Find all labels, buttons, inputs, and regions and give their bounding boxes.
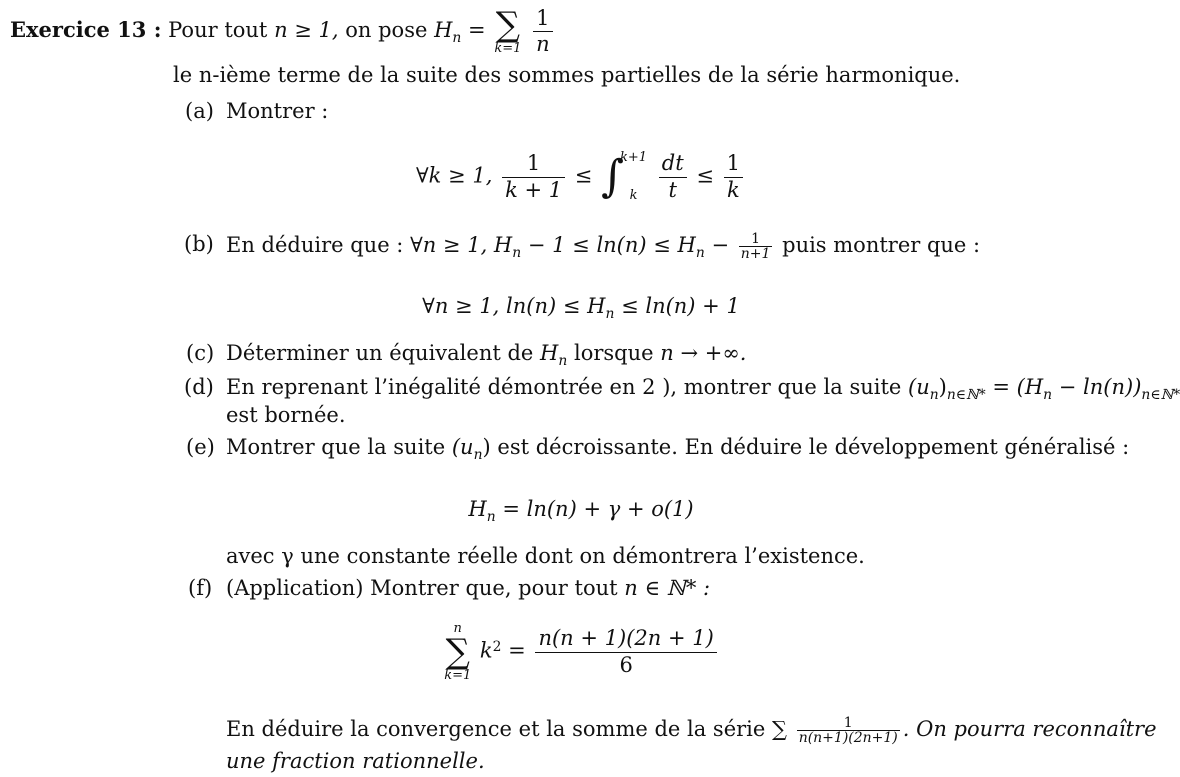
b-ineq-rest: − 1 ≤ ln(n) ≤ H [527, 233, 696, 257]
b-text-after: puis montrer que : [782, 233, 981, 257]
f-text: (Application) Montrer que, pour tout [226, 576, 618, 600]
d-H-sub: n [1043, 386, 1053, 403]
c-limit: n → +∞. [660, 341, 747, 365]
d-u-sub: n [929, 386, 939, 403]
f-series-num: 1 [797, 716, 900, 731]
H-symbol: H [434, 18, 453, 43]
exercise-title: Exercice 13 : [10, 17, 162, 43]
f-sum-term: k [479, 638, 493, 663]
f-series-den: n(n+1)(2n+1) [798, 730, 898, 746]
f-sum-lower: k=1 [444, 668, 472, 683]
intro-condition: n ≥ 1, [274, 18, 339, 43]
H-subscript: n [452, 29, 462, 46]
harmonic-fraction [533, 6, 553, 57]
f-rhs-den: 6 [619, 652, 633, 677]
a-f2-den: t [668, 177, 677, 202]
b-small-fraction [739, 232, 773, 261]
part-e-equation [0, 497, 1162, 525]
integral-upper: k+1 [620, 150, 648, 165]
integral-lower: k [629, 188, 638, 204]
a-fraction-1 [502, 151, 565, 202]
f-eq: = [508, 638, 526, 663]
part-c-line [226, 341, 747, 369]
e-eq-sub: n [486, 508, 496, 525]
part-b-label: (b) [184, 232, 214, 256]
d-u: (u [908, 375, 930, 399]
f-final-line [226, 716, 1157, 745]
part-b-line [226, 232, 980, 261]
fraction-denominator: n [536, 32, 550, 57]
f-sum-upper: n [453, 621, 462, 636]
part-c-label: (c) [186, 341, 215, 365]
d-u-close: ) [938, 375, 947, 399]
a-le-2: ≤ [696, 163, 714, 188]
a-le-1: ≤ [574, 163, 593, 188]
e-u-close: ) [482, 435, 491, 459]
part-a-text: Montrer : [226, 99, 329, 123]
intro-line-2: le n-ième terme de la suite des sommes partielles de la série harmonique. [173, 63, 961, 87]
a-integral [601, 150, 647, 204]
fraction-numerator: 1 [533, 6, 553, 32]
f-final-italic: . On pourra reconnaître [902, 717, 1157, 741]
d-text: En reprenant l’inégalité démontrée en 2 ), montrer que la suite [226, 375, 902, 399]
f-rhs-num: n(n + 1)(2n + 1) [535, 626, 716, 652]
intro-text: Pour tout [168, 18, 268, 43]
f-sum-exp: 2 [492, 639, 502, 656]
part-f-equation [0, 622, 1162, 682]
b-ineq-sub: n [512, 244, 522, 261]
e-u-sub: n [473, 446, 483, 463]
b-small-num: 1 [739, 232, 773, 247]
d-rest: − ln(n)) [1058, 375, 1142, 399]
b-ineq-main: ∀n ≥ 1, H [410, 233, 513, 257]
e-eq-rest: = ln(n) + γ + o(1) [502, 497, 694, 521]
part-e-line [226, 435, 1130, 463]
part-d-label: (d) [184, 375, 214, 399]
f-rhs-fraction [535, 626, 716, 677]
b-small-den: n+1 [740, 246, 771, 262]
sum-symbol: ∑ [495, 5, 520, 46]
b-eq-rest: ≤ ln(n) + 1 [621, 294, 740, 318]
part-d-line [226, 375, 1180, 403]
integral-limits [620, 150, 647, 204]
a-forall: ∀k ≥ 1, [415, 163, 493, 188]
b-eq-sub: n [605, 305, 615, 322]
exercise-header [10, 6, 556, 57]
f-final-italic-2: une fraction rationnelle. [226, 749, 485, 773]
a-fraction-3 [724, 151, 743, 202]
integral-symbol: ∫ [601, 151, 625, 202]
c-H: H [540, 341, 559, 365]
f-series-fraction [797, 716, 900, 745]
part-a-label: (a) [185, 99, 214, 123]
part-a-equation [0, 150, 1162, 204]
f-final-text: En déduire la convergence et la somme de la série [226, 717, 766, 741]
a-f1-den: k + 1 [505, 177, 563, 202]
a-f2-num: dt [659, 151, 687, 177]
b-ineq-minus: − [711, 233, 730, 257]
c-text-2: lorsque [573, 341, 654, 365]
a-f3-den: k [726, 177, 740, 202]
d-idx-2: n∈ℕ* [1141, 386, 1180, 403]
sum-lower-limit: k=1 [494, 41, 522, 57]
d-eq: = (H [992, 375, 1044, 399]
e-text: Montrer que la suite [226, 435, 446, 459]
f-sum [444, 622, 471, 682]
d-idx: n∈ℕ* [946, 386, 986, 403]
a-f1-num: 1 [502, 151, 565, 177]
a-f3-num: 1 [724, 151, 743, 177]
intro-text-2: on pose [345, 18, 428, 43]
d-line-2: est bornée. [226, 403, 346, 427]
f-sum-symbol: ∑ [445, 632, 470, 672]
b-text-before: En déduire que : [226, 233, 404, 257]
b-ineq-sub2: n [695, 244, 705, 261]
e-eq-H: H [468, 497, 487, 521]
part-e-label: (e) [186, 435, 215, 459]
b-eq: ∀n ≥ 1, ln(n) ≤ H [422, 294, 606, 318]
harmonic-sum [494, 5, 522, 57]
a-fraction-2 [659, 151, 687, 202]
e-text-2: est décroissante. En déduire le développement généralisé : [497, 435, 1130, 459]
equals-sign: = [468, 18, 486, 43]
f-series-sym: ∑ [772, 717, 787, 741]
part-f-label: (f) [188, 576, 213, 600]
c-text: Déterminer un équivalent de [226, 341, 534, 365]
part-b-equation [0, 294, 1162, 322]
f-cond: n ∈ ℕ* : [624, 576, 711, 600]
c-H-sub: n [558, 352, 568, 369]
e-line-after: avec γ une constante réelle dont on démontrera l’existence. [226, 544, 865, 568]
e-u: (u [451, 435, 474, 459]
part-f-line [226, 576, 710, 601]
